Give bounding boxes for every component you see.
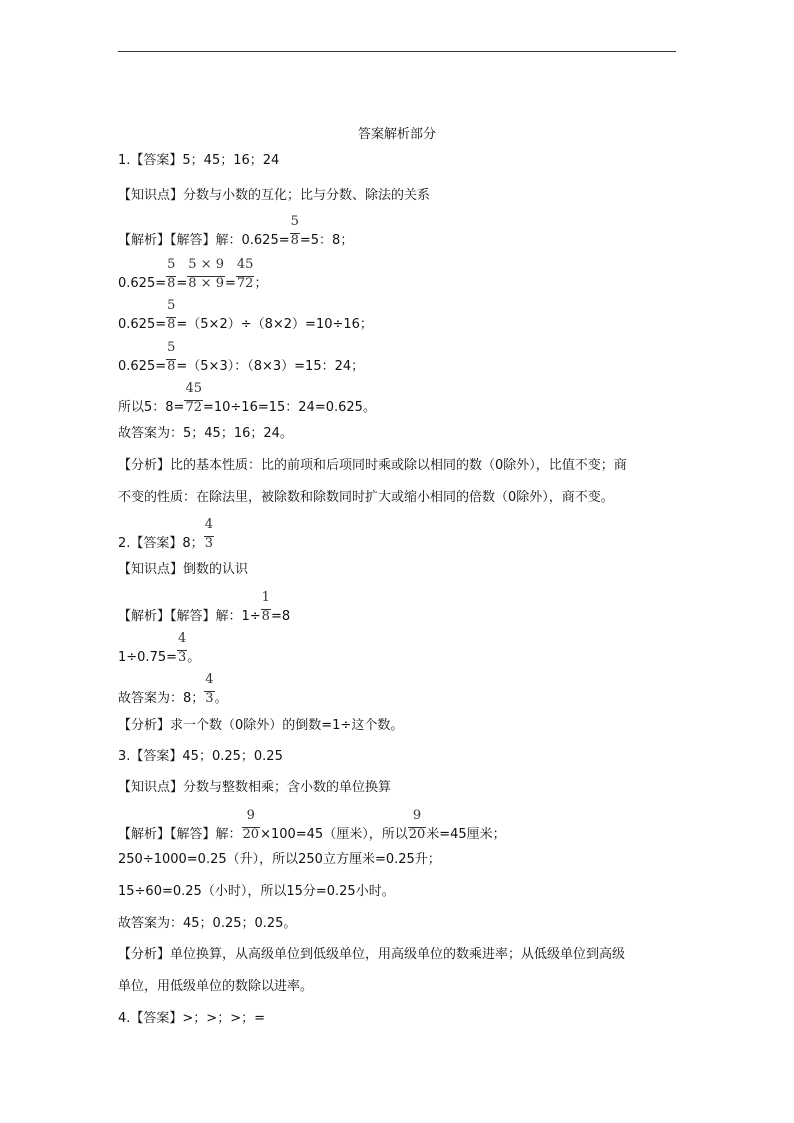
fraction-denominator: 72 (236, 276, 254, 291)
text-segment: 1.【答案】5；45；16；24 (118, 153, 280, 168)
text-segment: 【分析】求一个数（0除外）的倒数=1÷这个数。 (118, 718, 404, 733)
fraction (166, 257, 176, 291)
text-segment: 【解析】【解答】解： (118, 827, 242, 842)
fraction (290, 214, 300, 248)
text-segment: 米=45厘米； (426, 827, 506, 842)
fraction (204, 672, 214, 706)
text-segment: 单位，用低级单位的数除以进率。 (118, 979, 314, 994)
text-segment: =5：8； (299, 233, 354, 248)
page-title: 答案解析部分 (357, 127, 436, 142)
text-line (118, 188, 430, 204)
text-line (118, 808, 506, 843)
text-line (118, 214, 354, 249)
text-segment: 【分析】单位换算，从高级单位到低级单位，用高级单位的数乘进率；从低级单位到高级 (118, 947, 626, 962)
text-line (118, 947, 625, 963)
fraction-denominator: 72 (185, 400, 202, 415)
fraction-denominator: 8 × 9 (188, 276, 224, 291)
fraction (177, 631, 187, 665)
text-segment: 2.【答案】8； (118, 536, 204, 551)
fraction-numerator: 4 (204, 517, 213, 532)
text-line (118, 426, 293, 442)
text-segment: 【解析】【解答】解：0.625= (118, 233, 290, 248)
header-rule (118, 51, 676, 52)
fraction (236, 257, 255, 291)
text-segment: =（5×3）：（8×3）=15：24； (176, 359, 365, 374)
fraction-numerator: 5 (167, 257, 176, 272)
text-line (118, 381, 376, 416)
text-segment: 0.625= (118, 276, 167, 291)
fraction-denominator: 8 (167, 359, 176, 374)
fraction (204, 517, 214, 551)
text-line (118, 298, 373, 333)
text-line (118, 458, 627, 474)
text-line (118, 490, 614, 506)
text-line (118, 749, 283, 765)
fraction-denominator: 8 (290, 233, 299, 248)
text-segment: 故答案为：8； (118, 691, 205, 706)
fraction (242, 808, 261, 842)
fraction-numerator: 1 (261, 590, 270, 605)
fraction-denominator: 3 (178, 650, 187, 665)
text-segment: 【知识点】倒数的认识 (118, 562, 249, 577)
text-segment: 【分析】比的基本性质：比的前项和后项同时乘或除以相同的数（0除外），比值不变；商 (118, 458, 627, 473)
text-segment: 。 (214, 691, 228, 706)
fraction-numerator: 5 (167, 298, 176, 313)
fraction-denominator: 8 (167, 317, 176, 332)
text-segment: 故答案为：5；45；16；24。 (118, 426, 293, 441)
text-segment: =10÷16=15：24=0.625。 (202, 400, 376, 415)
text-segment: 【解析】【解答】解：1÷ (118, 609, 261, 624)
fraction-numerator: 45 (236, 257, 254, 272)
text-segment: 1÷0.75= (118, 650, 178, 665)
text-segment: =（5×2）÷（8×2）=10÷16； (176, 317, 373, 332)
fraction-numerator: 4 (178, 631, 187, 646)
fraction-denominator: 3 (204, 536, 213, 551)
fraction (408, 808, 427, 842)
text-line (118, 884, 395, 900)
text-segment: 所以5：8= (118, 400, 185, 415)
fraction-numerator: 5 (290, 214, 299, 229)
text-segment: =8 (270, 609, 291, 624)
text-segment: 15÷60=0.25（小时），所以15分=0.25小时。 (118, 884, 395, 899)
fraction-numerator: 4 (205, 672, 214, 687)
text-line (118, 153, 279, 169)
text-line (118, 631, 201, 666)
fraction (166, 298, 176, 332)
fraction-denominator: 8 (167, 276, 176, 291)
text-line (118, 1011, 265, 1027)
text-segment: = (225, 276, 236, 291)
text-line (118, 780, 391, 796)
fraction-denominator: 20 (242, 827, 260, 842)
text-segment: 。 (187, 650, 201, 665)
fraction-numerator: 45 (185, 381, 202, 396)
text-segment: 3.【答案】45；0.25；0.25 (118, 749, 283, 764)
text-segment: 故答案为：45；0.25；0.25。 (118, 916, 297, 931)
fraction-numerator: 5 × 9 (188, 257, 224, 272)
text-line (118, 672, 228, 707)
fraction-denominator: 3 (205, 691, 214, 706)
text-segment: = (176, 276, 188, 291)
text-line (118, 517, 214, 552)
text-line (118, 718, 403, 734)
fraction-denominator: 8 (261, 609, 270, 624)
fraction-denominator: 20 (408, 827, 426, 842)
text-line (118, 979, 313, 995)
fraction (261, 590, 271, 624)
fraction-numerator: 9 (412, 808, 422, 823)
text-line (118, 562, 248, 578)
text-segment: 0.625= (118, 317, 167, 332)
text-segment: 【知识点】分数与小数的互化；比与分数、除法的关系 (118, 188, 431, 203)
text-segment: 不变的性质：在除法里，被除数和除数同时扩大或缩小相同的倍数（0除外），商不变。 (118, 490, 614, 505)
text-line (118, 590, 291, 625)
text-line (118, 852, 441, 868)
text-segment: ×100=45（厘米），所以 (260, 827, 408, 842)
fraction-numerator: 5 (167, 340, 176, 355)
text-segment: 0.625= (118, 359, 167, 374)
text-segment: 4.【答案】>；>；>；= (118, 1011, 265, 1026)
fraction-numerator: 9 (246, 808, 255, 823)
text-segment: ； (254, 276, 268, 291)
fraction (166, 340, 176, 374)
text-line (118, 340, 365, 375)
text-line (118, 916, 296, 932)
text-segment: 【知识点】分数与整数相乘；含小数的单位换算 (118, 780, 392, 795)
text-segment: 250÷1000=0.25（升），所以250立方厘米=0.25升； (118, 852, 441, 867)
fraction (184, 381, 203, 415)
